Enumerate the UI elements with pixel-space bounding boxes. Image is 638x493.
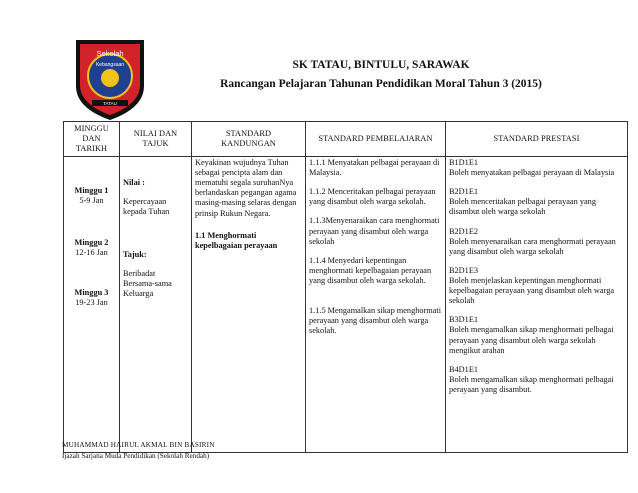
week-2: Minggu 2 12-16 Jan — [74, 238, 109, 258]
cell-prestasi — [446, 157, 628, 453]
tajuk-label: Tajuk: — [123, 250, 147, 259]
prestasi-item: B2D1E3 Boleh menjelaskan kepentingan menghormati kepelbagaian perayaan yang disambut oleh warga sekolah — [449, 265, 615, 306]
sp-item: 1.1.1 Menyatakan pelbagai perayaan di Malaysia. — [309, 158, 440, 178]
table-row — [64, 157, 628, 453]
tajuk-value: Beribadat Bersama-sama Keluarga — [123, 269, 172, 299]
plan-table — [63, 121, 628, 453]
logo-text-mid: Kebangsaan — [95, 62, 125, 68]
header-pembelajaran: STANDARD PEMBELAJARAN — [306, 122, 446, 157]
cell-pembelajaran — [306, 157, 446, 453]
cell-nilai — [120, 157, 192, 453]
school-title: SK TATAU, BINTULU, SARAWAK — [292, 59, 470, 71]
prestasi-item: B4D1E1 Boleh mengamalkan sikap menghormati pelbagai perayaan yang disambut. — [449, 364, 614, 394]
footer-degree: Ijazah Sarjana Muda Pendidikan (Sekolah Rendah) — [62, 452, 210, 460]
cell-minggu — [64, 157, 120, 453]
table-header-row — [64, 122, 628, 157]
kandungan-text: Keyakinan wujudnya Tuhan sebagai pencipta alam dan mematuhi segala suruhanNya berlandaskan pegangan agama masing-masing selaras dengan prinsip Rukun Negara. — [195, 158, 297, 218]
header-nilai: NILAI DAN TAJUK — [120, 122, 192, 157]
kandungan-heading: 1.1 Menghormati kepelbagaian perayaan — [195, 230, 278, 250]
plan-title: Rancangan Pelajaran Tahunan Pendidikan Moral Tahun 3 (2015) — [220, 78, 542, 90]
sp-item: 1.1.3Menyenaraikan cara menghormati perayaan yang disambut oleh warga sekolah — [309, 216, 440, 246]
prestasi-item: B1D1E1 Boleh menyatakan pelbagai perayaan di Malaysia — [449, 158, 615, 178]
header-prestasi: STANDARD PRESTASI — [446, 122, 628, 157]
nilai-label: Nilai : — [123, 178, 145, 187]
sp-item: 1.1.4 Menyedari kepentingan menghormati kepelbagaian perayaan yang disambut oleh warga sekolah. — [309, 255, 432, 285]
logo-text-top: Sekolah — [96, 49, 124, 58]
logo-text-bottom: TATAU — [103, 101, 117, 106]
footer-author: MUHAMMAD HAIRUL AKMAL BIN BASIRIN — [62, 441, 215, 449]
prestasi-item: B3D1E1 Boleh mengamalkan sikap menghormati pelbagai perayaan yang disambut oleh warga sekolah mengikut arahan — [449, 315, 614, 355]
header-minggu: MINGGU DAN TARIKH — [64, 122, 120, 157]
prestasi-item: B2D1E1 Boleh menceritakan pelbagai perayaan yang disambut oleh warga sekolah — [449, 187, 596, 217]
week-3: Minggu 3 19-23 Jan — [74, 288, 109, 308]
cell-kandungan — [192, 157, 306, 453]
sp-item: 1.1.2 Menceritakan pelbagai perayaan yang disambut oleh warga sekolah. — [309, 187, 436, 207]
prestasi-item: B2D1E2 Boleh menyenaraikan cara menghormati perayaan yang disambut oleh warga sekolah — [449, 226, 616, 256]
sp-item: 1.1.5 Mengamalkan sikap menghormati perayaan yang disambut oleh warga sekolah. — [309, 306, 442, 336]
nilai-value: Kepercayaan kepada Tuhan — [123, 197, 170, 217]
week-1: Minggu 1 5-9 Jan — [74, 186, 109, 206]
header-kandungan: STANDARD KANDUNGAN — [192, 122, 306, 157]
